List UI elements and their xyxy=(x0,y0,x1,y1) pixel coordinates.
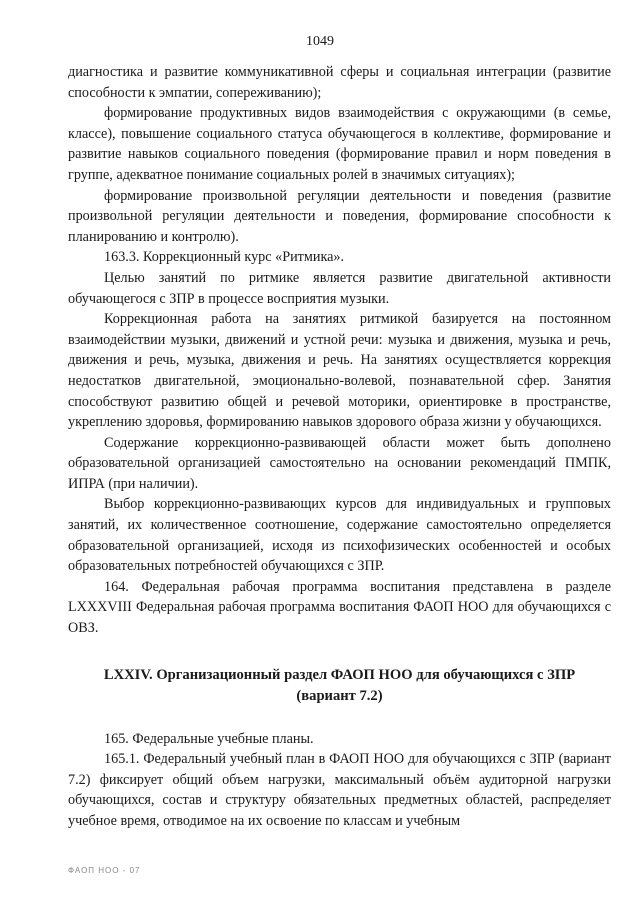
section-heading-line: LXXIV. Организационный раздел ФАОП НОО для обучающихся с ЗПР xyxy=(103,666,576,683)
paragraph: Содержание коррекционно-развивающей области может быть дополнено образовательной организацией самостоятельно на основании рекомендаций ПМПК, ИПРА (при наличии). xyxy=(68,434,611,492)
paragraph: 165. Федеральные учебные планы. xyxy=(104,730,314,747)
paragraph: диагностика и развитие коммуникативной сферы и социальная интеграции (развитие способности к эмпатии, сопереживанию); xyxy=(68,64,611,101)
footer-mark: ФАОП НОО - 07 xyxy=(68,866,141,875)
document-body xyxy=(68,62,611,832)
paragraph: Коррекционная работа на занятиях ритмикой базируется на постоянном взаимодействии музыки, движений и устной речи: музыка и движения, музыка и речь, движения и речь, музыка, движения и речь. На занятиях осуществляется коррекция недостатков двигательной, эмоционально-волевой, познавательной сфер. Занятия способствуют развитию общей и речевой моторики, ориентировке в пространстве, укреплению здоровья, формированию навыков здорового образа жизни у обучающихся. xyxy=(68,311,611,431)
paragraph: Выбор коррекционно-развивающих курсов для индивидуальных и групповых занятий, их количественное соотношение, содержание самостоятельно определяется образовательной организацией, исходя из психофизических особенностей и особых образовательных потребностей обучающихся с ЗПР. xyxy=(68,496,611,575)
paragraph: формирование произвольной регуляции деятельности и поведения (развитие произвольной регуляции деятельности и поведения, формирование способности к планированию и контролю). xyxy=(68,187,611,245)
paragraph: 165.1. Федеральный учебный план в ФАОП НОО для обучающихся с ЗПР (вариант 7.2) фиксирует общий объем нагрузки, максимальный объём аудиторной нагрузки обучающихся, состав и структуру обязательных предметных областей, распределяет учебное время, отводимое на их освоение по классам и учебным xyxy=(68,751,611,829)
section-heading xyxy=(68,665,611,707)
paragraph: Целью занятий по ритмике является развитие двигательной активности обучающегося с ЗПР в процессе восприятия музыки. xyxy=(68,269,611,307)
paragraph: формирование продуктивных видов взаимодействия с окружающими (в семье, классе), повышение социального статуса обучающегося в коллективе, формирование и развитие навыков социального поведения (формирование правил и норм поведения в группе, адекватное понимание социальных ролей в значимых ситуациях); xyxy=(68,105,611,183)
section-heading-line: (вариант 7.2) xyxy=(296,687,383,704)
page-number: 1049 xyxy=(306,34,334,49)
paragraph: 164. Федеральная рабочая программа воспитания представлена в разделе LXXXVIII Федеральная рабочая программа воспитания ФАОП НОО для обучающихся с ОВЗ. xyxy=(68,578,611,637)
paragraph: 163.3. Коррекционный курс «Ритмика». xyxy=(104,249,345,266)
